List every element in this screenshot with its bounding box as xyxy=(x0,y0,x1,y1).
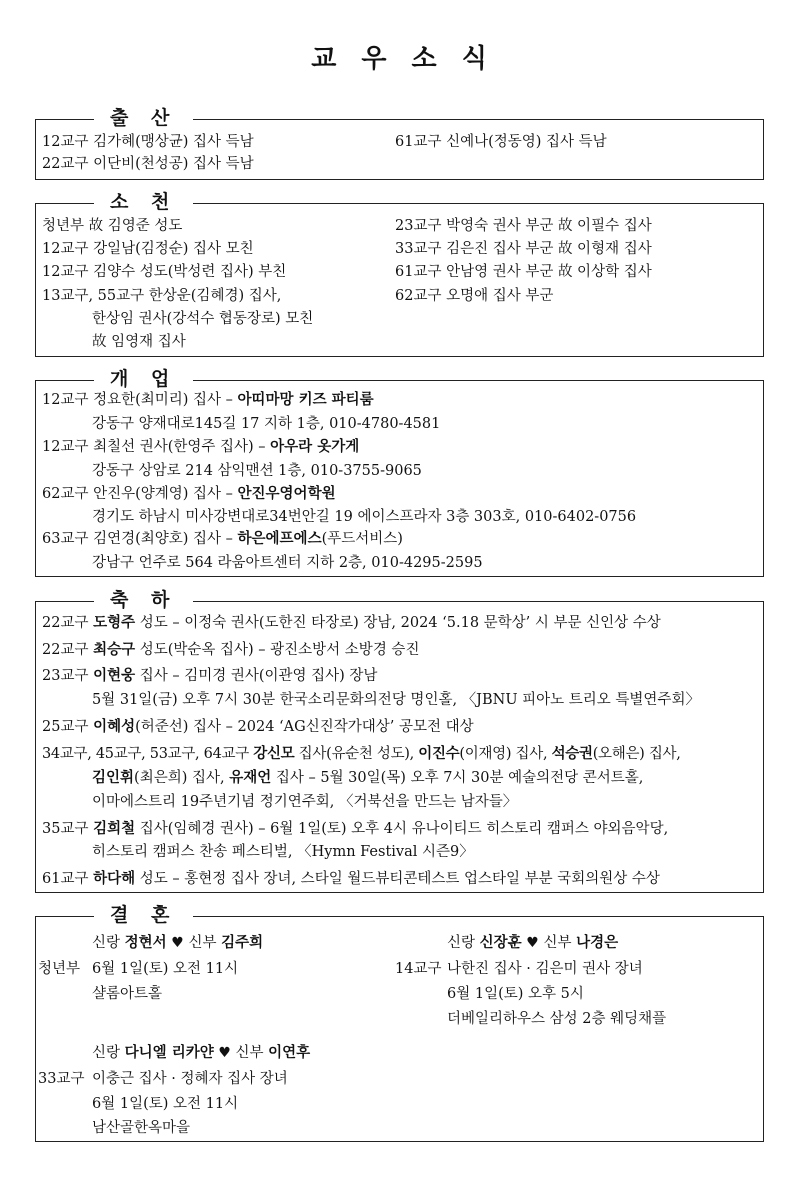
opening-address: 강동구 양재대로145길 17 지하 1층, 010-4780-4581 xyxy=(92,416,441,432)
death-item: 33교구 김은진 집사 부군 故 이형재 집사 xyxy=(395,241,652,257)
death-section-title: 소 천 xyxy=(94,190,193,214)
opening-entry: 12교구 최칠선 권사(한영주 집사) – 아우라 옷가게 xyxy=(42,438,360,455)
wedding-group: 33교구 xyxy=(38,1071,85,1087)
celebration-section-title: 축 하 xyxy=(94,588,193,612)
death-item: 故 임영재 집사 xyxy=(92,334,186,350)
opening-section xyxy=(35,368,764,577)
wedding-date: 6월 1일(토) 오전 11시 xyxy=(92,961,239,977)
celebration-item: 23교구 이현웅 집사 – 김미경 권사(이관영 집사) 장남 xyxy=(42,667,378,684)
wedding-couple: 신랑 신장훈 ♥ 신부 나경은 xyxy=(447,934,619,951)
heart-icon: ♥ xyxy=(526,935,539,951)
heart-icon: ♥ xyxy=(218,1045,231,1061)
celebration-item: 25교구 이혜성(허준선) 집사 – 2024 ‘AG신진작가대상’ 공모전 대상 xyxy=(42,718,474,735)
opening-entry: 62교구 안진우(양계영) 집사 – 안진우영어학원 xyxy=(42,485,336,502)
wedding-parents: 나한진 집사 · 김은미 권사 장녀 xyxy=(447,961,643,977)
wedding-parents: 이충근 집사 · 정혜자 집사 장녀 xyxy=(92,1071,288,1087)
celebration-item: 34교구, 45교구, 53교구, 64교구 강신모 집사(유순천 성도), 이진수(이재영) 집사, 석승권(오해은) 집사, xyxy=(42,745,681,762)
wedding-group: 14교구 xyxy=(395,961,442,977)
opening-address: 강동구 상암로 214 삼익맨션 1층, 010-3755-9065 xyxy=(92,463,422,479)
birth-section-title: 출 산 xyxy=(94,106,193,130)
celebration-item: 이마에스트리 19주년기념 정기연주회, 〈거북선을 만드는 남자들〉 xyxy=(92,794,518,810)
birth-item: 22교구 이단비(천성공) 집사 득남 xyxy=(42,156,254,172)
death-section xyxy=(35,191,764,357)
death-item: 62교구 오명애 집사 부군 xyxy=(395,288,554,304)
wedding-date: 6월 1일(토) 오전 11시 xyxy=(92,1096,239,1112)
birth-item: 61교구 신예나(정동영) 집사 득남 xyxy=(395,134,607,150)
wedding-venue: 더베일리하우스 삼성 2층 웨딩채플 xyxy=(447,1011,667,1027)
celebration-section xyxy=(35,589,764,893)
death-item: 61교구 안남영 권사 부군 故 이상학 집사 xyxy=(395,264,652,280)
death-item: 청년부 故 김영준 성도 xyxy=(42,218,183,234)
wedding-venue: 샬롬아트홀 xyxy=(92,986,163,1002)
celebration-item: 김인휘(최은희) 집사, 유재언 집사 – 5월 30일(목) 오후 7시 30분 예술의전당 콘서트홀, xyxy=(92,769,644,786)
death-item: 한상임 권사(강석수 협동장로) 모친 xyxy=(92,311,314,327)
business-name: 아우라 옷가게 xyxy=(270,438,360,455)
page-title: 교 우 소 식 xyxy=(311,44,495,74)
opening-entry: 12교구 정요한(최미리) 집사 – 아띠마망 키즈 파티룸 xyxy=(42,391,374,408)
wedding-couple: 신랑 다니엘 리카얀 ♥ 신부 이연후 xyxy=(92,1044,311,1061)
celebration-item: 22교구 최승구 성도(박순옥 집사) – 광진소방서 소방경 승진 xyxy=(42,641,420,658)
wedding-section xyxy=(35,904,764,1142)
opening-section-title: 개 업 xyxy=(94,367,193,391)
death-item: 12교구 김양수 성도(박성련 집사) 부친 xyxy=(42,264,287,280)
death-item: 13교구, 55교구 한상운(김혜경) 집사, xyxy=(42,288,282,304)
heart-icon: ♥ xyxy=(171,935,184,951)
celebration-item: 61교구 하다해 성도 – 홍현정 집사 장녀, 스타일 월드뷰티콘테스트 업스타일 부분 국회의원상 수상 xyxy=(42,870,660,887)
death-item: 12교구 강일남(김정순) 집사 모친 xyxy=(42,241,254,257)
wedding-section-title: 결 혼 xyxy=(94,903,193,927)
opening-entry: 63교구 김연경(최양호) 집사 – 하은에프에스(푸드서비스) xyxy=(42,530,403,547)
celebration-item: 5월 31일(금) 오후 7시 30분 한국소리문화의전당 명인홀, 〈JBNU 피아노 트리오 특별연주회〉 xyxy=(92,692,700,708)
wedding-group: 청년부 xyxy=(38,961,81,977)
birth-section xyxy=(35,107,764,180)
wedding-couple: 신랑 정현서 ♥ 신부 김주희 xyxy=(92,934,264,951)
death-item: 23교구 박영숙 권사 부군 故 이필수 집사 xyxy=(395,218,652,234)
opening-address: 강남구 언주로 564 라움아트센터 지하 2층, 010-4295-2595 xyxy=(92,555,483,571)
wedding-date: 6월 1일(토) 오후 5시 xyxy=(447,986,584,1002)
opening-address: 경기도 하남시 미사강변대로34번안길 19 에이스프라자 3층 303호, 010-6402-0756 xyxy=(92,509,637,525)
birth-item: 12교구 김가혜(맹상균) 집사 득남 xyxy=(42,134,254,150)
wedding-venue: 남산골한옥마을 xyxy=(92,1120,191,1136)
celebration-item: 히스토리 캠퍼스 찬송 페스티벌, 〈Hymn Festival 시즌9〉 xyxy=(92,844,474,860)
celebration-item: 35교구 김희철 집사(임혜경 권사) – 6월 1일(토) 오후 4시 유나이티드 히스토리 캠퍼스 야외음악당, xyxy=(42,820,669,837)
business-name: 아띠마망 키즈 파티룸 xyxy=(237,391,374,408)
celebration-item: 22교구 도형주 성도 – 이정숙 권사(도한진 타장로) 장남, 2024 ‘5.18 문학상’ 시 부문 신인상 수상 xyxy=(42,614,661,631)
business-name: 안진우영어학원 xyxy=(237,485,336,502)
business-name: 하은에프에스 xyxy=(237,530,322,547)
